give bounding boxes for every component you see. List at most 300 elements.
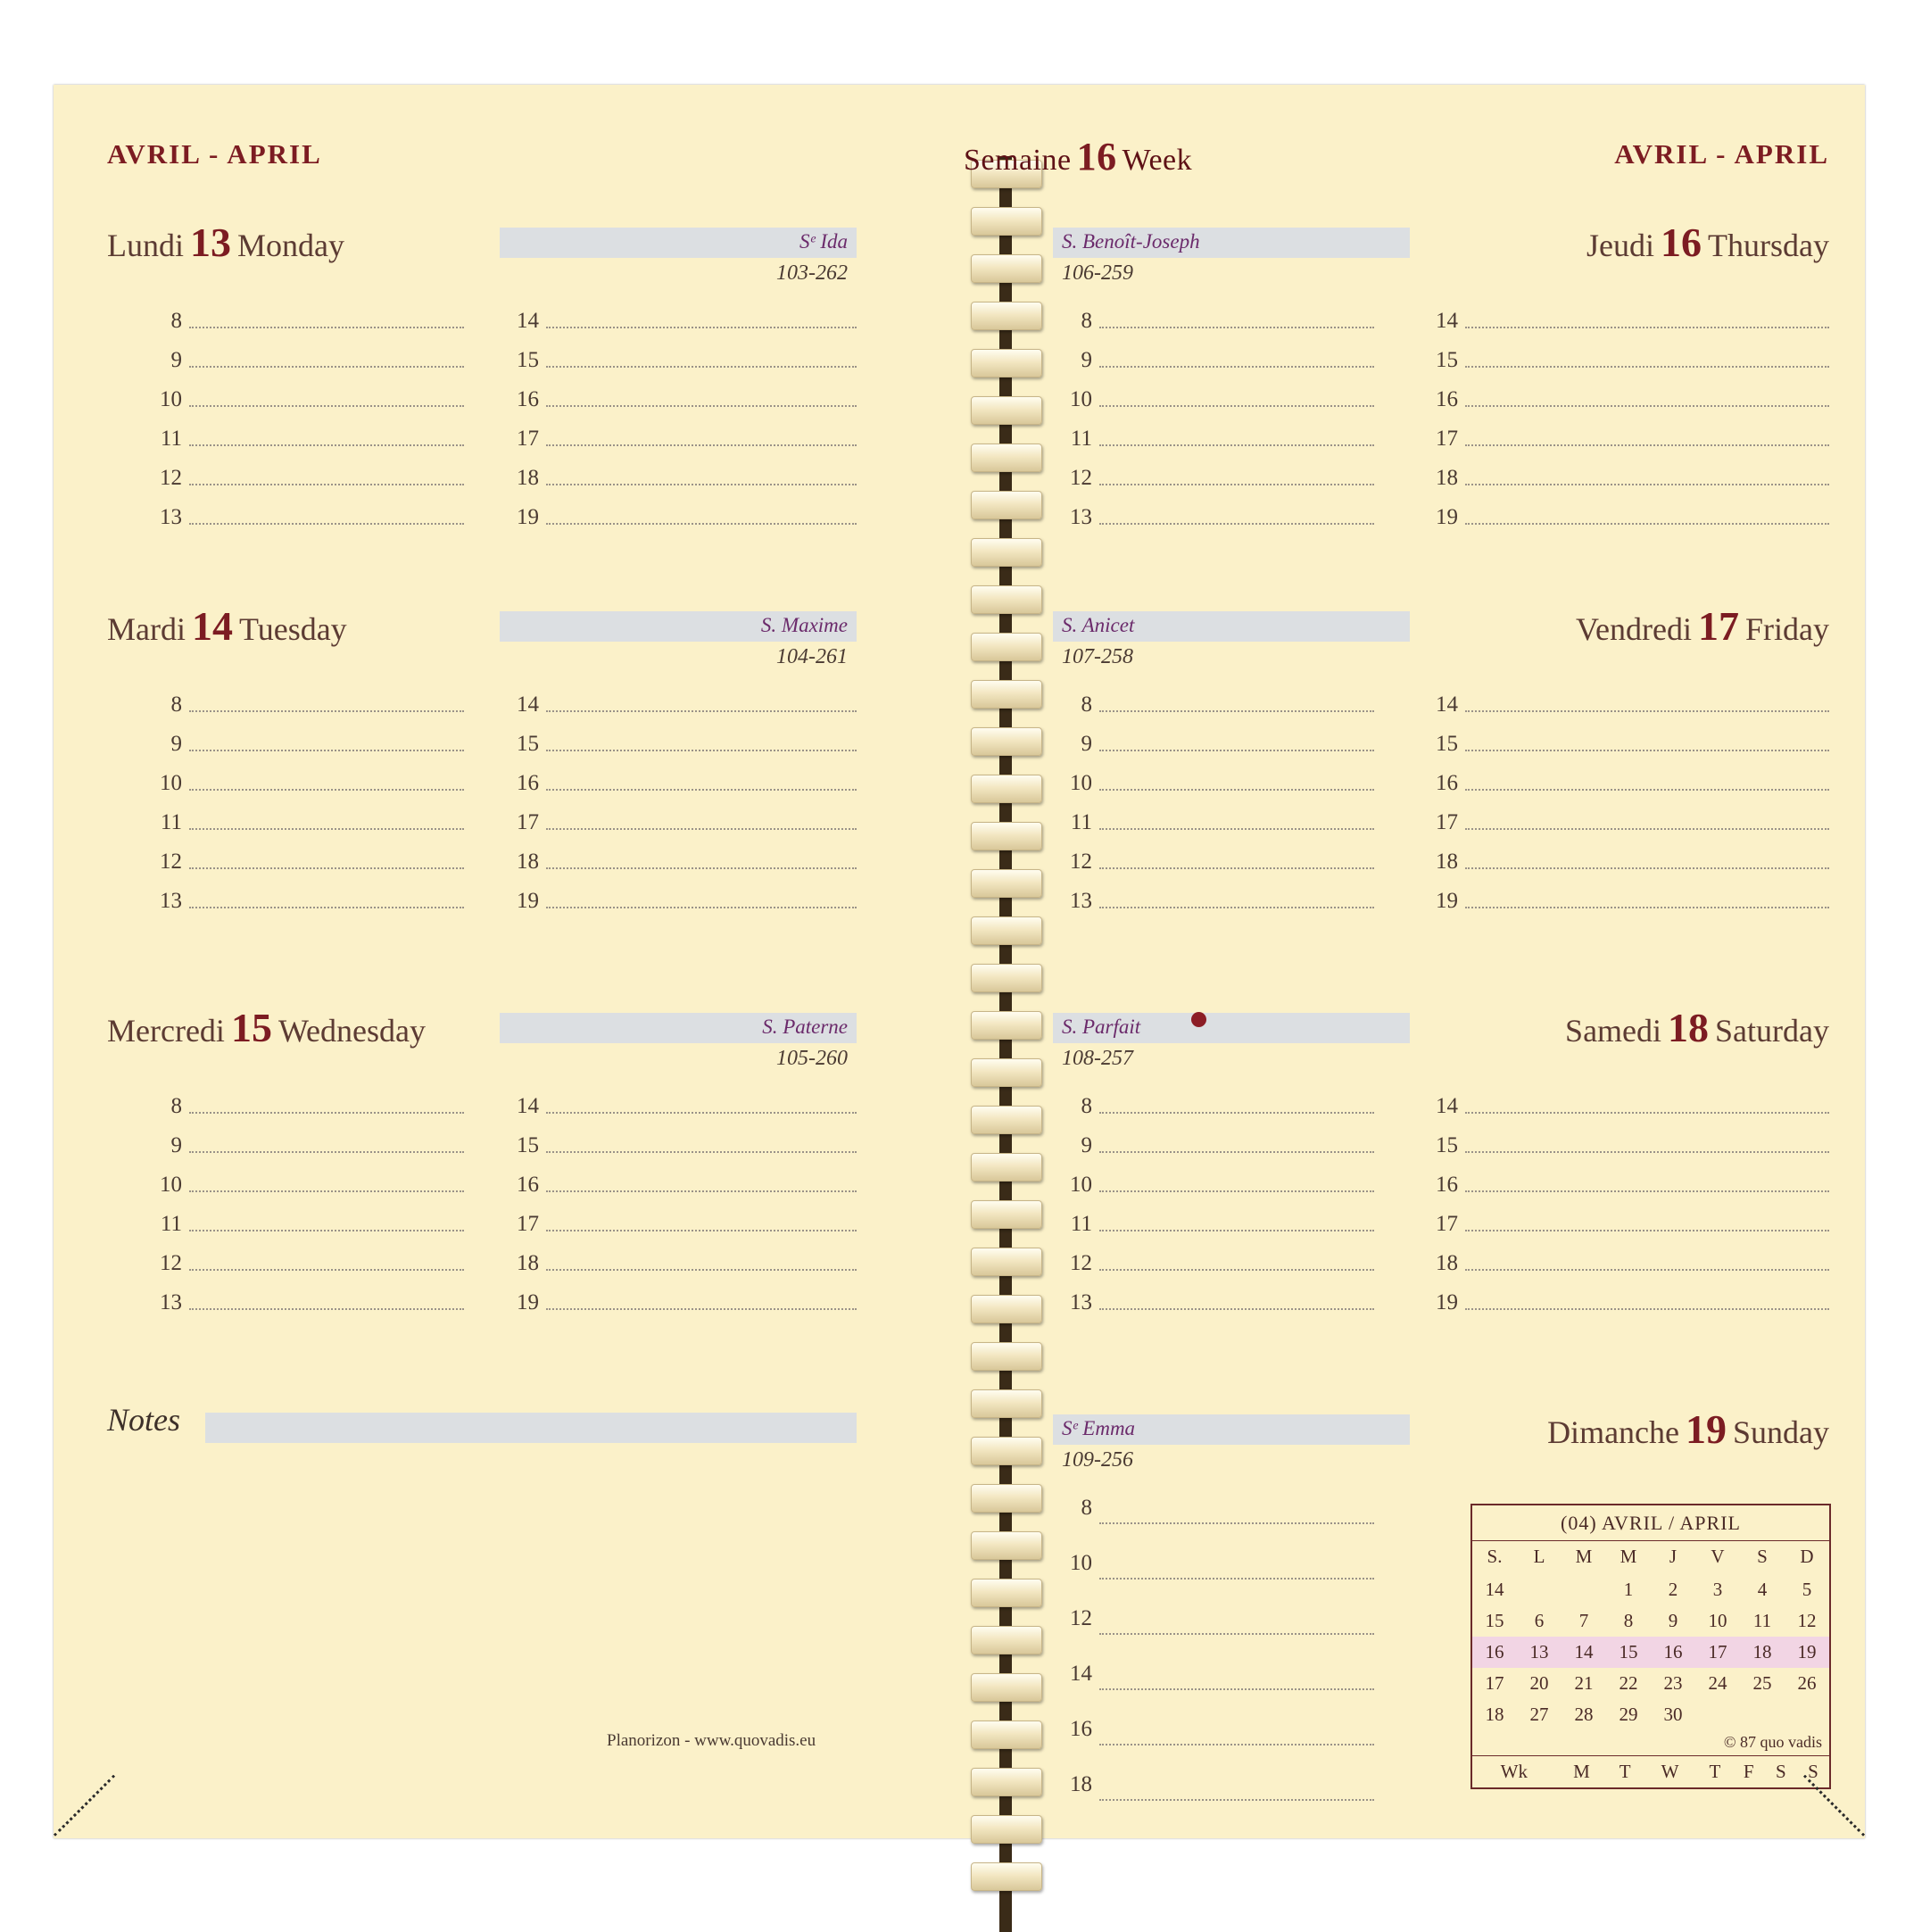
spiral-ring: [971, 1484, 1042, 1513]
hours-column-am: [1062, 1089, 1374, 1324]
hour-line: [189, 1269, 464, 1271]
hour-line: [1465, 907, 1829, 908]
mini-day-cell[interactable]: 23: [1663, 1672, 1683, 1694]
hour-row[interactable]: [1062, 1128, 1374, 1167]
hour-line: [1099, 444, 1374, 446]
mini-month-calendar: [1470, 1504, 1831, 1789]
mini-day-cell[interactable]: 11: [1752, 1610, 1772, 1631]
footer-credit: Planorizon - www.quovadis.eu: [607, 1731, 816, 1750]
day-number-range: 109-256: [1062, 1448, 1133, 1472]
spiral-ring: [971, 254, 1042, 283]
hour-label: 16: [1070, 1717, 1092, 1741]
hour-label: 8: [1081, 692, 1092, 717]
hour-row[interactable]: [152, 1128, 464, 1167]
hour-row[interactable]: [152, 1089, 464, 1128]
hour-row[interactable]: [1428, 303, 1829, 343]
day-number-range: 106-259: [1062, 261, 1133, 285]
hour-row[interactable]: [1062, 1167, 1374, 1206]
hour-line: [546, 405, 857, 407]
day-number: 13: [190, 220, 231, 265]
mini-day-cell[interactable]: 13: [1529, 1641, 1549, 1663]
hour-row[interactable]: [1062, 883, 1374, 923]
spiral-ring: [971, 822, 1042, 850]
spiral-ring: [971, 1673, 1042, 1702]
hour-label: 13: [160, 1290, 182, 1314]
mini-day-cell[interactable]: 8: [1623, 1610, 1634, 1631]
hour-label: 12: [160, 850, 182, 874]
hour-label: 19: [517, 505, 539, 529]
hour-line: [546, 867, 857, 869]
hour-label: 19: [1436, 1290, 1458, 1314]
hour-row[interactable]: [1428, 805, 1829, 844]
mini-day-cell[interactable]: 9: [1668, 1610, 1678, 1631]
mini-day-cell[interactable]: [1562, 1574, 1606, 1605]
day-title-fr: Jeudi: [1586, 228, 1655, 263]
hour-line: [189, 484, 464, 485]
hour-row[interactable]: [152, 726, 464, 766]
hour-row[interactable]: [152, 460, 464, 500]
hour-line: [546, 327, 857, 328]
hour-row[interactable]: [1062, 460, 1374, 500]
mini-week-row[interactable]: [1472, 1699, 1829, 1730]
hour-row[interactable]: [509, 883, 857, 923]
notes-field[interactable]: [205, 1413, 857, 1443]
day-number: 17: [1698, 603, 1739, 649]
spiral-ring: [971, 538, 1042, 567]
saint-name: S. Benoît-Joseph: [1062, 230, 1200, 253]
left-page: [54, 85, 928, 1838]
hour-label: 16: [1436, 387, 1458, 411]
hour-label: 11: [160, 810, 182, 834]
mini-week-row-current[interactable]: [1472, 1637, 1829, 1668]
hour-label: 8: [1081, 309, 1092, 333]
hour-label: 12: [1070, 1606, 1092, 1630]
hour-line: [1465, 828, 1829, 830]
spiral-ring: [971, 1768, 1042, 1796]
mini-week-number: 15: [1485, 1610, 1504, 1631]
mini-foot-sat: S: [1775, 1761, 1786, 1782]
saint-name: S. Anicet: [1062, 614, 1135, 636]
week-suffix: Week: [1122, 144, 1193, 177]
mini-day-cell[interactable]: 1: [1623, 1579, 1634, 1600]
mini-day-cell[interactable]: [1695, 1699, 1740, 1730]
hour-line: [546, 366, 857, 368]
spiral-ring: [971, 1389, 1042, 1418]
mini-week-row[interactable]: [1472, 1574, 1829, 1605]
hour-row[interactable]: [152, 1206, 464, 1246]
hour-line: [1465, 789, 1829, 791]
hour-line: [1099, 1744, 1374, 1745]
hour-line: [1465, 1112, 1829, 1114]
day-title-en: Monday: [237, 228, 344, 263]
mini-day-cell[interactable]: 30: [1663, 1704, 1683, 1725]
mini-day-cell[interactable]: 7: [1578, 1610, 1589, 1631]
hour-label: 15: [517, 348, 539, 372]
hour-line: [189, 1308, 464, 1310]
saint-name: Sᵉ Ida: [799, 230, 848, 253]
hour-row[interactable]: [509, 1246, 857, 1285]
mini-day-cell[interactable]: 18: [1752, 1641, 1772, 1663]
day-title-en: Friday: [1745, 611, 1829, 647]
hour-line: [546, 1269, 857, 1271]
spiral-ring: [971, 396, 1042, 425]
hour-row[interactable]: [152, 766, 464, 805]
hour-row[interactable]: [1062, 382, 1374, 421]
hour-row[interactable]: [1062, 303, 1374, 343]
hour-label: 18: [517, 1251, 539, 1275]
hour-line: [189, 1190, 464, 1192]
week-number: 16: [1076, 135, 1117, 178]
hour-row[interactable]: [152, 421, 464, 460]
mini-day-cell[interactable]: 16: [1663, 1641, 1683, 1663]
mini-day-cell[interactable]: 6: [1534, 1610, 1545, 1631]
spiral-ring: [971, 1579, 1042, 1607]
hour-label: 9: [170, 1133, 182, 1157]
hour-label: 13: [160, 889, 182, 913]
spiral-ring: [971, 1200, 1042, 1229]
hour-row[interactable]: [1062, 1546, 1374, 1601]
hour-line: [546, 1308, 857, 1310]
mini-day-cell[interactable]: 10: [1708, 1610, 1727, 1631]
mini-month-footer: [1472, 1755, 1829, 1787]
day-number: 14: [191, 603, 233, 649]
spiral-ring: [971, 1295, 1042, 1323]
hour-row[interactable]: [1062, 1601, 1374, 1656]
hour-label: 16: [517, 387, 539, 411]
hour-row[interactable]: [1428, 382, 1829, 421]
hour-label: 11: [1070, 1212, 1092, 1236]
right-page: [964, 85, 1865, 1838]
mini-month-title: (04) AVRIL / APRIL: [1472, 1505, 1829, 1541]
hour-line: [1465, 444, 1829, 446]
mini-foot-sun: S: [1808, 1761, 1818, 1782]
spiral-ring: [971, 491, 1042, 519]
saint-name: S. Parfait: [1062, 1016, 1141, 1038]
hour-row[interactable]: [1062, 1712, 1374, 1767]
hour-row[interactable]: [1062, 687, 1374, 726]
hour-row[interactable]: [1062, 1206, 1374, 1246]
hour-label: 14: [517, 309, 539, 333]
mini-day-cell[interactable]: 19: [1797, 1641, 1817, 1663]
hour-line: [1099, 1190, 1374, 1192]
mini-col-fri: V: [1711, 1546, 1725, 1567]
hour-row[interactable]: [152, 1285, 464, 1324]
mini-month-table: [1472, 1541, 1829, 1730]
hour-line: [1099, 1151, 1374, 1153]
spiral-ring: [971, 1342, 1042, 1371]
mini-day-cell[interactable]: 5: [1802, 1579, 1812, 1600]
hour-label: 10: [1070, 1551, 1092, 1575]
spiral-ring: [971, 444, 1042, 472]
hour-row[interactable]: [152, 883, 464, 923]
mini-day-cell[interactable]: 22: [1619, 1672, 1638, 1694]
hour-label: 10: [1070, 1173, 1092, 1197]
mini-day-cell[interactable]: 25: [1752, 1672, 1772, 1694]
hour-row[interactable]: [1062, 1089, 1374, 1128]
mini-day-cell[interactable]: 14: [1574, 1641, 1594, 1663]
hour-line: [1099, 327, 1374, 328]
mini-week-number: 18: [1485, 1704, 1504, 1725]
hour-line: [189, 523, 464, 525]
hour-line: [1465, 1151, 1829, 1153]
hour-line: [1465, 1230, 1829, 1231]
hour-line: [546, 1151, 857, 1153]
hour-line: [1465, 366, 1829, 368]
hour-label: 14: [1436, 1094, 1458, 1118]
hour-line: [189, 1112, 464, 1114]
hour-row[interactable]: [1062, 844, 1374, 883]
mini-week-number: 16: [1485, 1641, 1504, 1663]
hour-row[interactable]: [1062, 1656, 1374, 1712]
hour-label: 13: [1070, 1290, 1092, 1314]
hour-row[interactable]: [509, 805, 857, 844]
day-title-en: Sunday: [1733, 1414, 1829, 1450]
spiral-ring: [971, 1106, 1042, 1134]
hour-row[interactable]: [509, 460, 857, 500]
hour-row[interactable]: [1062, 1490, 1374, 1546]
mini-day-cell[interactable]: 2: [1668, 1579, 1678, 1600]
hour-line: [546, 907, 857, 908]
spiral-ring: [971, 1531, 1042, 1560]
spiral-ring: [971, 1626, 1042, 1654]
day-title-fr: Dimanche: [1547, 1414, 1679, 1450]
hour-line: [1465, 327, 1829, 328]
mini-day-cell[interactable]: [1740, 1699, 1785, 1730]
hour-row[interactable]: [509, 1206, 857, 1246]
hours-column-am: [152, 1089, 464, 1324]
hour-row[interactable]: [1428, 1246, 1829, 1285]
spiral-binding: [964, 156, 1053, 1932]
hour-label: 16: [517, 1173, 539, 1197]
spiral-ring: [971, 1437, 1042, 1465]
hour-label: 14: [1436, 692, 1458, 717]
hour-row[interactable]: [1062, 766, 1374, 805]
hour-label: 12: [1070, 466, 1092, 490]
hour-line: [546, 1230, 857, 1231]
day-number-range: 107-258: [1062, 645, 1133, 668]
hour-row[interactable]: [1428, 500, 1829, 539]
hour-line: [1465, 710, 1829, 712]
mini-day-cell[interactable]: 3: [1712, 1579, 1723, 1600]
hour-row[interactable]: [152, 500, 464, 539]
hours-column-pm: [1428, 303, 1829, 539]
day-title-wednesday: [107, 1004, 426, 1051]
hour-row[interactable]: [509, 421, 857, 460]
mini-day-cell[interactable]: 24: [1708, 1672, 1727, 1694]
hour-line: [189, 405, 464, 407]
hour-row[interactable]: [1428, 687, 1829, 726]
hour-row[interactable]: [1062, 726, 1374, 766]
hour-label: 16: [517, 771, 539, 795]
hour-label: 13: [1070, 889, 1092, 913]
hour-row[interactable]: [1428, 343, 1829, 382]
day-number-range: 105-260: [776, 1047, 848, 1070]
day-title-en: Thursday: [1708, 228, 1829, 263]
hour-label: 17: [517, 810, 539, 834]
hour-line: [1099, 1633, 1374, 1635]
mini-week-row[interactable]: [1472, 1668, 1829, 1699]
mini-month-footer-table: [1472, 1756, 1829, 1787]
hour-line: [189, 327, 464, 328]
hour-label: 19: [1436, 889, 1458, 913]
hour-line: [1099, 750, 1374, 751]
hour-line: [1465, 1190, 1829, 1192]
mini-foot-thu: T: [1709, 1761, 1721, 1782]
hour-row[interactable]: [1062, 1246, 1374, 1285]
hour-label: 10: [1070, 771, 1092, 795]
mini-day-cell[interactable]: [1785, 1699, 1829, 1730]
hour-label: 18: [517, 466, 539, 490]
hour-row[interactable]: [1428, 1167, 1829, 1206]
hour-row[interactable]: [1428, 1089, 1829, 1128]
hour-label: 12: [160, 466, 182, 490]
mini-col-wed: M: [1620, 1546, 1637, 1567]
hour-row[interactable]: [509, 766, 857, 805]
mini-day-cell[interactable]: 17: [1708, 1641, 1727, 1663]
hour-row[interactable]: [152, 343, 464, 382]
hour-row[interactable]: [1062, 343, 1374, 382]
mini-day-cell[interactable]: 4: [1757, 1579, 1768, 1600]
spiral-ring: [971, 349, 1042, 377]
hour-row[interactable]: [152, 303, 464, 343]
mini-col-tue: M: [1575, 1546, 1593, 1567]
hour-row[interactable]: [509, 1285, 857, 1324]
hour-row[interactable]: [1428, 1128, 1829, 1167]
hour-label: 11: [1070, 810, 1092, 834]
hour-row[interactable]: [152, 1167, 464, 1206]
spiral-ring: [971, 680, 1042, 709]
hour-row[interactable]: [1062, 805, 1374, 844]
hours-column-pm: [509, 687, 857, 923]
hour-line: [1099, 484, 1374, 485]
day-title-fr: Mercredi: [107, 1013, 225, 1049]
day-number-range: 103-262: [776, 261, 848, 285]
hour-line: [1465, 405, 1829, 407]
hours-column-pm: [1428, 687, 1829, 923]
hour-label: 9: [170, 348, 182, 372]
hour-label: 11: [160, 427, 182, 451]
week-header: [964, 134, 1192, 179]
hours-column-pm: [1428, 1089, 1829, 1324]
mini-col-wk: S.: [1487, 1546, 1503, 1567]
month-label-left: AVRIL - APRIL: [107, 138, 322, 170]
hour-label: 14: [517, 692, 539, 717]
hour-row[interactable]: [509, 1128, 857, 1167]
hour-label: 12: [1070, 850, 1092, 874]
hour-row[interactable]: [509, 687, 857, 726]
hour-row[interactable]: [152, 687, 464, 726]
hour-row[interactable]: [1428, 421, 1829, 460]
hour-label: 13: [160, 505, 182, 529]
hour-row[interactable]: [1062, 500, 1374, 539]
hour-row[interactable]: [152, 382, 464, 421]
hour-label: 18: [1436, 466, 1458, 490]
hour-row[interactable]: [509, 382, 857, 421]
hour-label: 9: [1081, 348, 1092, 372]
hour-label: 12: [160, 1251, 182, 1275]
mini-day-cell[interactable]: 15: [1619, 1641, 1638, 1663]
hour-row[interactable]: [509, 726, 857, 766]
hour-line: [1099, 789, 1374, 791]
hour-line: [1099, 1269, 1374, 1271]
hour-label: 8: [1081, 1496, 1092, 1520]
spiral-ring: [971, 1721, 1042, 1749]
mini-day-cell[interactable]: 28: [1574, 1704, 1594, 1725]
mini-day-cell[interactable]: 26: [1797, 1672, 1817, 1694]
hour-line: [189, 867, 464, 869]
hour-row[interactable]: [1062, 421, 1374, 460]
hour-row[interactable]: [509, 844, 857, 883]
mini-month-header-row: [1472, 1541, 1829, 1574]
hour-line: [546, 710, 857, 712]
mini-week-row[interactable]: [1472, 1605, 1829, 1637]
mini-col-thu: J: [1669, 1546, 1678, 1567]
hour-row[interactable]: [1428, 1206, 1829, 1246]
spiral-ring: [971, 1153, 1042, 1182]
hour-line: [1465, 750, 1829, 751]
hour-row[interactable]: [1428, 844, 1829, 883]
hour-line: [546, 484, 857, 485]
hour-label: 12: [1070, 1251, 1092, 1275]
spiral-ring: [971, 302, 1042, 330]
hour-label: 14: [1070, 1662, 1092, 1686]
mini-day-cell[interactable]: [1517, 1574, 1562, 1605]
mini-day-cell[interactable]: 20: [1529, 1672, 1549, 1694]
hour-line: [189, 1230, 464, 1231]
hour-line: [189, 907, 464, 908]
hour-row[interactable]: [1428, 460, 1829, 500]
hour-label: 9: [1081, 732, 1092, 756]
hour-label: 18: [1436, 850, 1458, 874]
mini-day-cell[interactable]: 21: [1574, 1672, 1594, 1694]
day-title-fr: Mardi: [107, 611, 186, 647]
hour-line: [1099, 1578, 1374, 1580]
hour-row[interactable]: [509, 500, 857, 539]
hour-row[interactable]: [1062, 1285, 1374, 1324]
hour-row[interactable]: [1428, 726, 1829, 766]
mini-day-cell[interactable]: 27: [1529, 1704, 1549, 1725]
day-number: 18: [1668, 1005, 1710, 1050]
hour-row[interactable]: [509, 1167, 857, 1206]
day-title-monday: [107, 219, 344, 266]
day-title-friday: [1576, 602, 1829, 650]
spiral-ring: [971, 207, 1042, 236]
hour-row[interactable]: [152, 1246, 464, 1285]
hour-row[interactable]: [509, 303, 857, 343]
hour-row[interactable]: [509, 343, 857, 382]
hour-row[interactable]: [1428, 883, 1829, 923]
mini-day-cell[interactable]: 12: [1797, 1610, 1817, 1631]
hour-line: [189, 444, 464, 446]
hour-row[interactable]: [1428, 1285, 1829, 1324]
mini-foot-mon: M: [1573, 1761, 1590, 1782]
hour-line: [189, 750, 464, 751]
hour-row[interactable]: [152, 844, 464, 883]
hour-line: [189, 828, 464, 830]
hour-line: [1099, 867, 1374, 869]
hour-row[interactable]: [1428, 766, 1829, 805]
hour-label: 8: [170, 309, 182, 333]
mini-day-cell[interactable]: 29: [1619, 1704, 1638, 1725]
hour-label: 17: [1436, 810, 1458, 834]
spiral-ring: [971, 775, 1042, 803]
day-title-en: Wednesday: [278, 1013, 426, 1049]
hour-row[interactable]: [152, 805, 464, 844]
hour-line: [1099, 1308, 1374, 1310]
hour-row[interactable]: [509, 1089, 857, 1128]
hour-label: 15: [517, 732, 539, 756]
hour-row[interactable]: [1062, 1767, 1374, 1822]
